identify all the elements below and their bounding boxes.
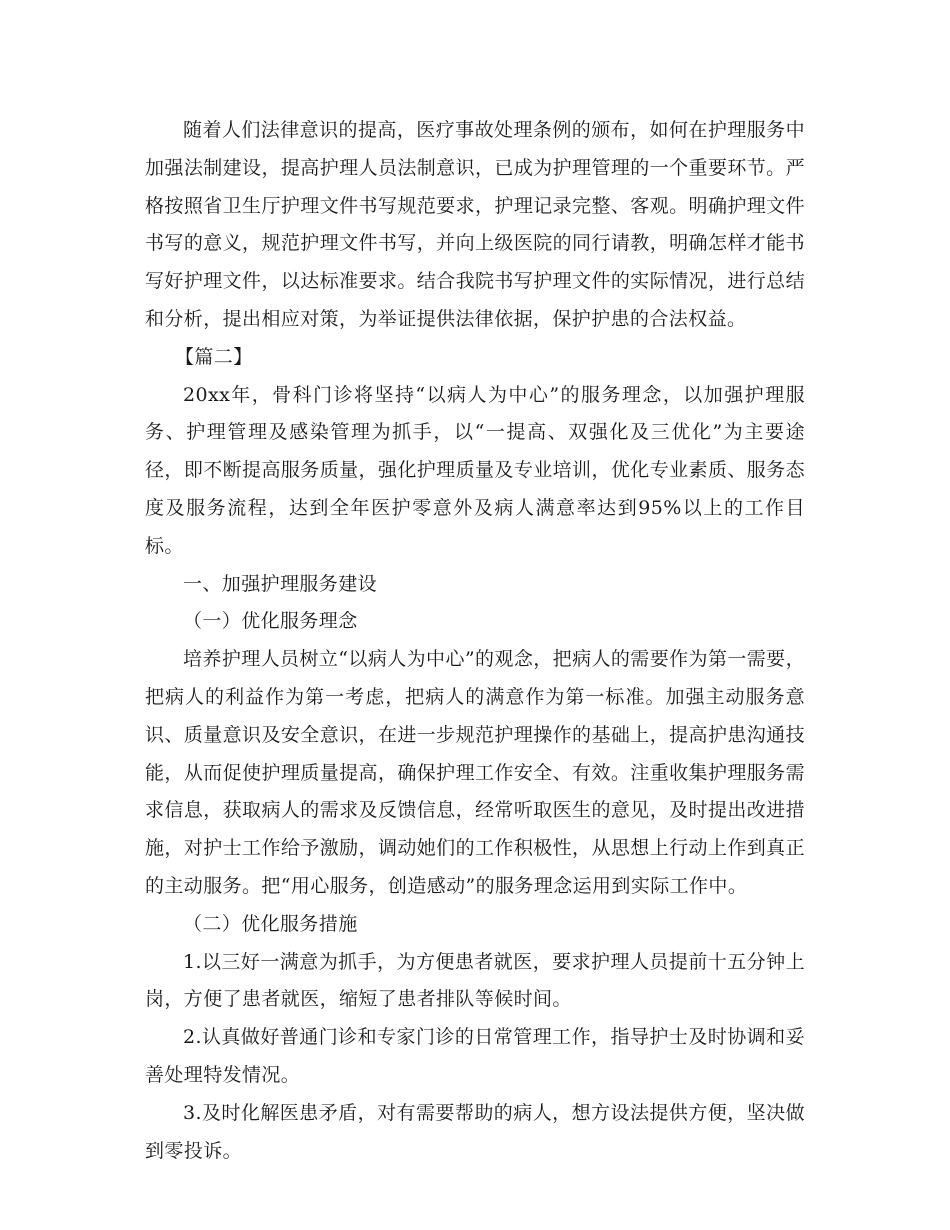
measure-item-1: 1.以三好一满意为抓手，为方便患者就医，要求护理人员提前十五分钟上岗，方便了患者就医，缩短了患者排队等候时间。	[145, 950, 805, 1011]
intro-paragraph: 随着人们法律意识的提高，医疗事故处理条例的颁布，如何在护理服务中加强法制建设，提高护理人员法制意识，已成为护理管理的一个重要环节。严格按照省卫生厅护理文件书写规范要求，护理记录完整、客观。明确护理文件书写的意义，规范护理文件书写，并向上级医院的同行请教，明确怎样才能书写好护理文件，以达标准要求。结合我院书写护理文件的实际情况，进行总结和分析，提出相应对策，为举证提供法律依据，保护护患的合法权益。	[145, 119, 805, 330]
subsection-heading-measures: （二）优化服务措施	[183, 912, 358, 935]
section-heading: 一、加强护理服务建设	[183, 572, 378, 595]
document-body	[145, 112, 805, 1170]
measure-item-2: 2.认真做好普通门诊和专家门诊的日常管理工作，指导护士及时协调和妥善处理特发情况。	[145, 1026, 805, 1086]
subsection-heading-concept: （一）优化服务理念	[183, 610, 358, 633]
overview-paragraph: 20xx年，骨科门诊将坚持“以病人为中心”的服务理念，以加强护理服务、护理管理及感染管理为抓手，以“一提高、双强化及三优化”为主要途径，即不断提高服务质量，强化护理质量及专业培训，优化专业素质、服务态度及服务流程，达到全年医护零意外及病人满意率达到95%以上的工作目标。	[145, 383, 805, 557]
section-marker: 【篇二】	[175, 345, 253, 368]
concept-paragraph: 培养护理人员树立“以病人为中心”的观念，把病人的需要作为第一需要，把病人的利益作为第一考虑，把病人的满意作为第一标准。加强主动服务意识、质量意识及安全意识，在进一步规范护理操作的基础上，提高护患沟通技能，从而促使护理质量提高，确保护理工作安全、有效。注重收集护理服务需求信息，获取病人的需求及反馈信息，经常听取医生的意见，及时提出改进措施，对护士工作给予激励，调动她们的工作积极性，从思想上行动上作到真正的主动服务。把“用心服务，创造感动”的服务理念运用到实际工作中。	[145, 648, 805, 897]
measure-item-3: 3.及时化解医患矛盾，对有需要帮助的病人，想方设法提供方便，坚决做到零投诉。	[145, 1101, 805, 1162]
